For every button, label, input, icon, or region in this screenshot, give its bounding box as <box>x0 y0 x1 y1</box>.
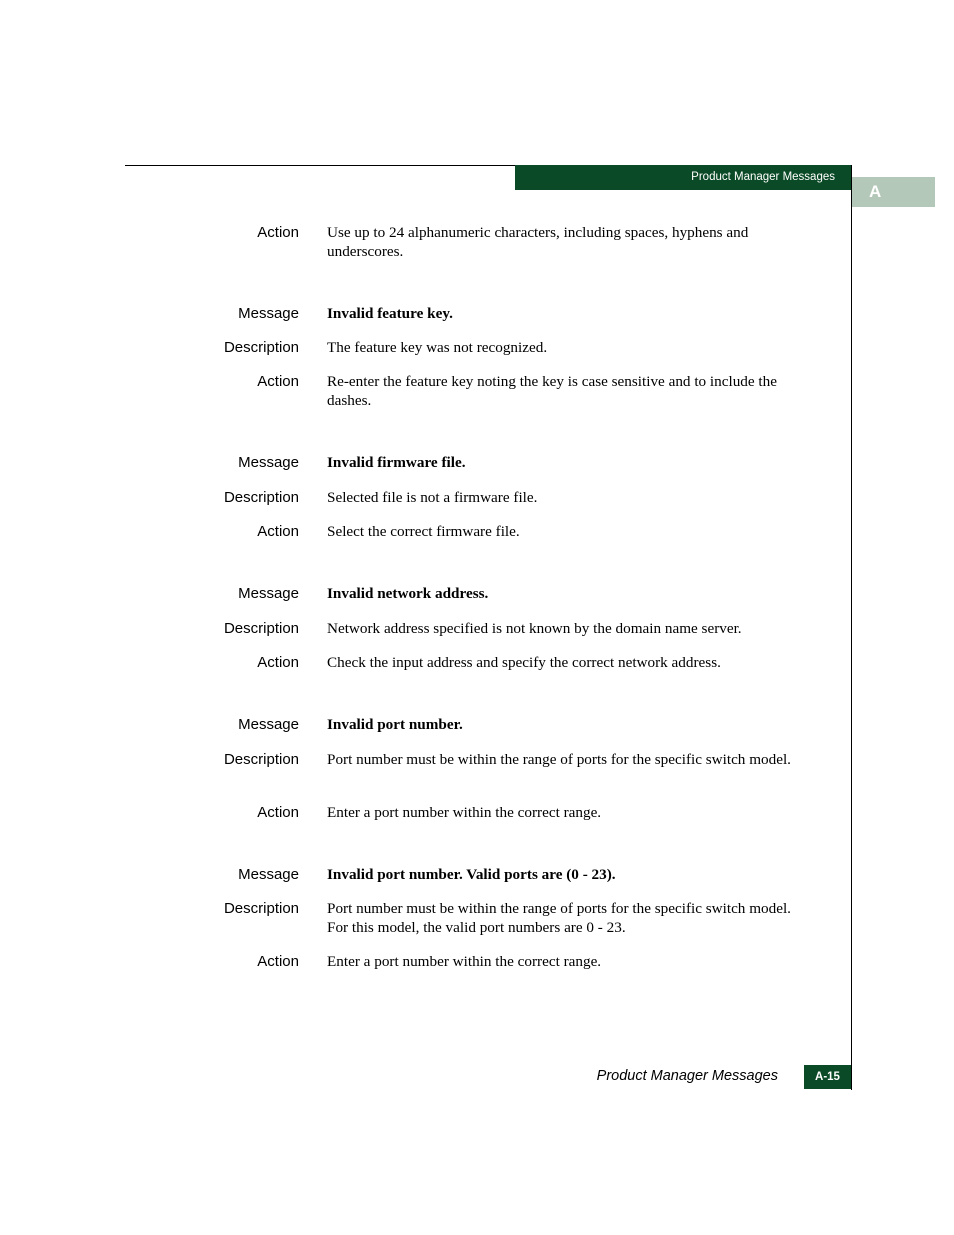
action-label: Action <box>257 654 299 671</box>
description-label: Description <box>223 489 299 506</box>
action-label: Action <box>257 953 299 970</box>
message-text: Invalid port number. Valid ports are (0 - 23). <box>327 866 616 883</box>
message-label: Message <box>238 716 299 733</box>
appendix-tab: A <box>852 177 935 207</box>
message-label: Message <box>238 866 299 883</box>
description-text: Port number must be within the range of ports for the specific switch model. For this model, the valid port numbers are 0 - 23. <box>327 900 791 936</box>
action-text: Check the input address and specify the correct network address. <box>327 654 721 671</box>
action-text: Enter a port number within the correct range. <box>327 804 602 821</box>
description-label: Description <box>223 620 299 637</box>
running-header: Product Manager Messages <box>515 165 851 190</box>
page-number: A-15 <box>804 1065 851 1089</box>
description-label: Description <box>223 900 299 917</box>
action-text: Enter a port number within the correct range. <box>327 953 602 970</box>
description-label: Description <box>223 339 299 356</box>
description-label: Description <box>223 751 299 768</box>
message-label: Message <box>238 305 299 322</box>
message-text: Invalid network address. <box>327 585 489 602</box>
message-text: Invalid firmware file. <box>327 454 466 471</box>
action-label: Action <box>257 523 299 540</box>
message-label: Message <box>238 585 299 602</box>
description-text: Network address specified is not known by the domain name server. <box>327 620 742 637</box>
action-text: Re-enter the feature key noting the key is case sensitive and to include the dashes. <box>327 373 777 409</box>
description-text: Port number must be within the range of ports for the specific switch model. <box>327 751 791 768</box>
footer-title: Product Manager Messages <box>596 1068 778 1084</box>
description-text: The feature key was not recognized. <box>327 339 548 356</box>
description-text: Selected file is not a firmware file. <box>327 489 538 506</box>
action-text: Use up to 24 alphanumeric characters, including spaces, hyphens and underscores. <box>327 224 749 260</box>
message-label: Message <box>238 454 299 471</box>
action-label: Action <box>257 224 299 241</box>
action-label: Action <box>257 373 299 390</box>
message-text: Invalid port number. <box>327 716 463 733</box>
message-text: Invalid feature key. <box>327 305 453 322</box>
action-text: Select the correct firmware file. <box>327 523 520 540</box>
action-label: Action <box>257 804 299 821</box>
margin-rule <box>851 165 852 1090</box>
header-rule <box>125 165 516 166</box>
